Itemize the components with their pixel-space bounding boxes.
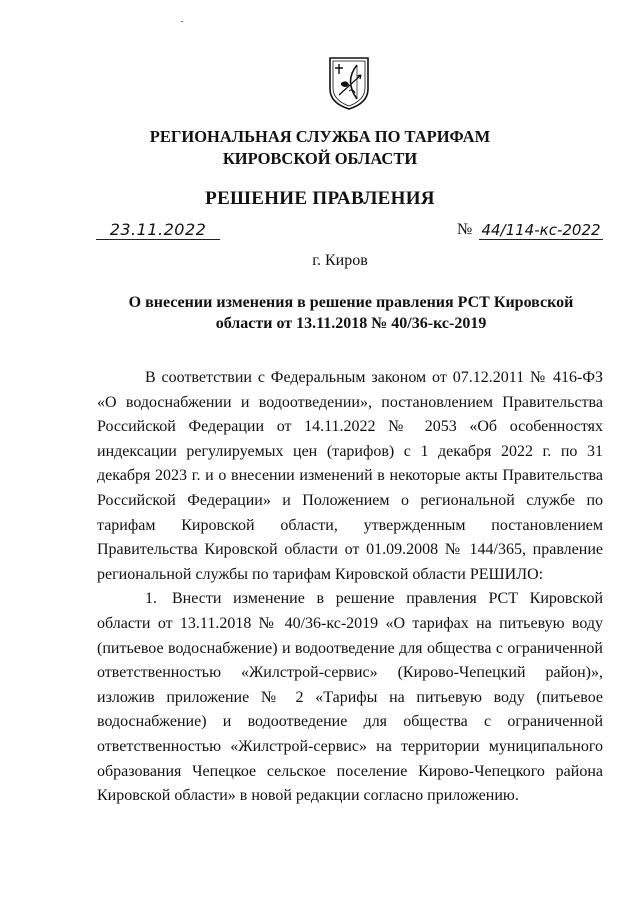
subject-line1: О внесении изменения в решение правления РСТ Кировской — [128, 294, 574, 311]
document-type-title: РЕШЕНИЕ ПРАВЛЕНИЯ — [205, 188, 435, 209]
item-1-number: 1. — [145, 590, 157, 608]
organization-name-line1: РЕГИОНАЛЬНАЯ СЛУЖБА ПО ТАРИФАМ — [149, 127, 491, 146]
organization-name-line2: КИРОВСКОЙ ОБЛАСТИ — [222, 149, 418, 168]
document-body — [97, 366, 603, 809]
kirov-region-coat-of-arms-icon — [327, 55, 371, 111]
decision-date: 23.11.2022 — [96, 221, 220, 240]
decision-number-block — [457, 221, 605, 241]
decision-number: 44/114-кс-2022 — [479, 221, 603, 240]
subject-line2: области от 13.11.2018 № 40/36-кс-2019 — [215, 315, 487, 332]
scan-artifact — [181, 21, 183, 22]
item-1-paragraph — [97, 587, 603, 808]
number-sign: № — [457, 221, 473, 238]
preamble-paragraph: В соответствии с Федеральным законом от 07.12.2011 № 416-ФЗ «О водоснабжении и водоотведении», постановлением Правительства Российской Федерации от 14.11.2022 № 2053 «Об особенностях индексации регулируемых цен (тарифов) с 1 декабря 2022 г. по 31 декабря 2023 г. и о внесении изменений в некоторые акты Правительства Российской Федерации» и Положением о региональной службе по тарифам Кировской области, утвержденным постановлением Правительства Кировской области от 01.09.2008 № 144/365, правление региональной службы по тарифам Кировской области РЕШИЛО: — [97, 369, 603, 583]
city-line: г. Киров — [312, 252, 368, 269]
item-1-text: Внести изменение в решение правления РСТ Кировской области от 13.11.2018 № 40/36-кс-2019 «О тарифах на питьевую воду (питьевое водоснабжение) и водоотведение для общества с ограниченной ответственностью «Жилстрой-сервис» (Кирово-Чепецкий район)», изложив приложение № 2 «Тарифы на питьевую воду (питьевое водоснабжение) и водоотведение для общества с ограниченной ответственностью «Жилстрой-сервис» на территории муниципального образования Чепецкое сельское поселение Кирово-Чепецкого района Кировской области» в новой редакции согласно приложению. — [97, 590, 603, 805]
